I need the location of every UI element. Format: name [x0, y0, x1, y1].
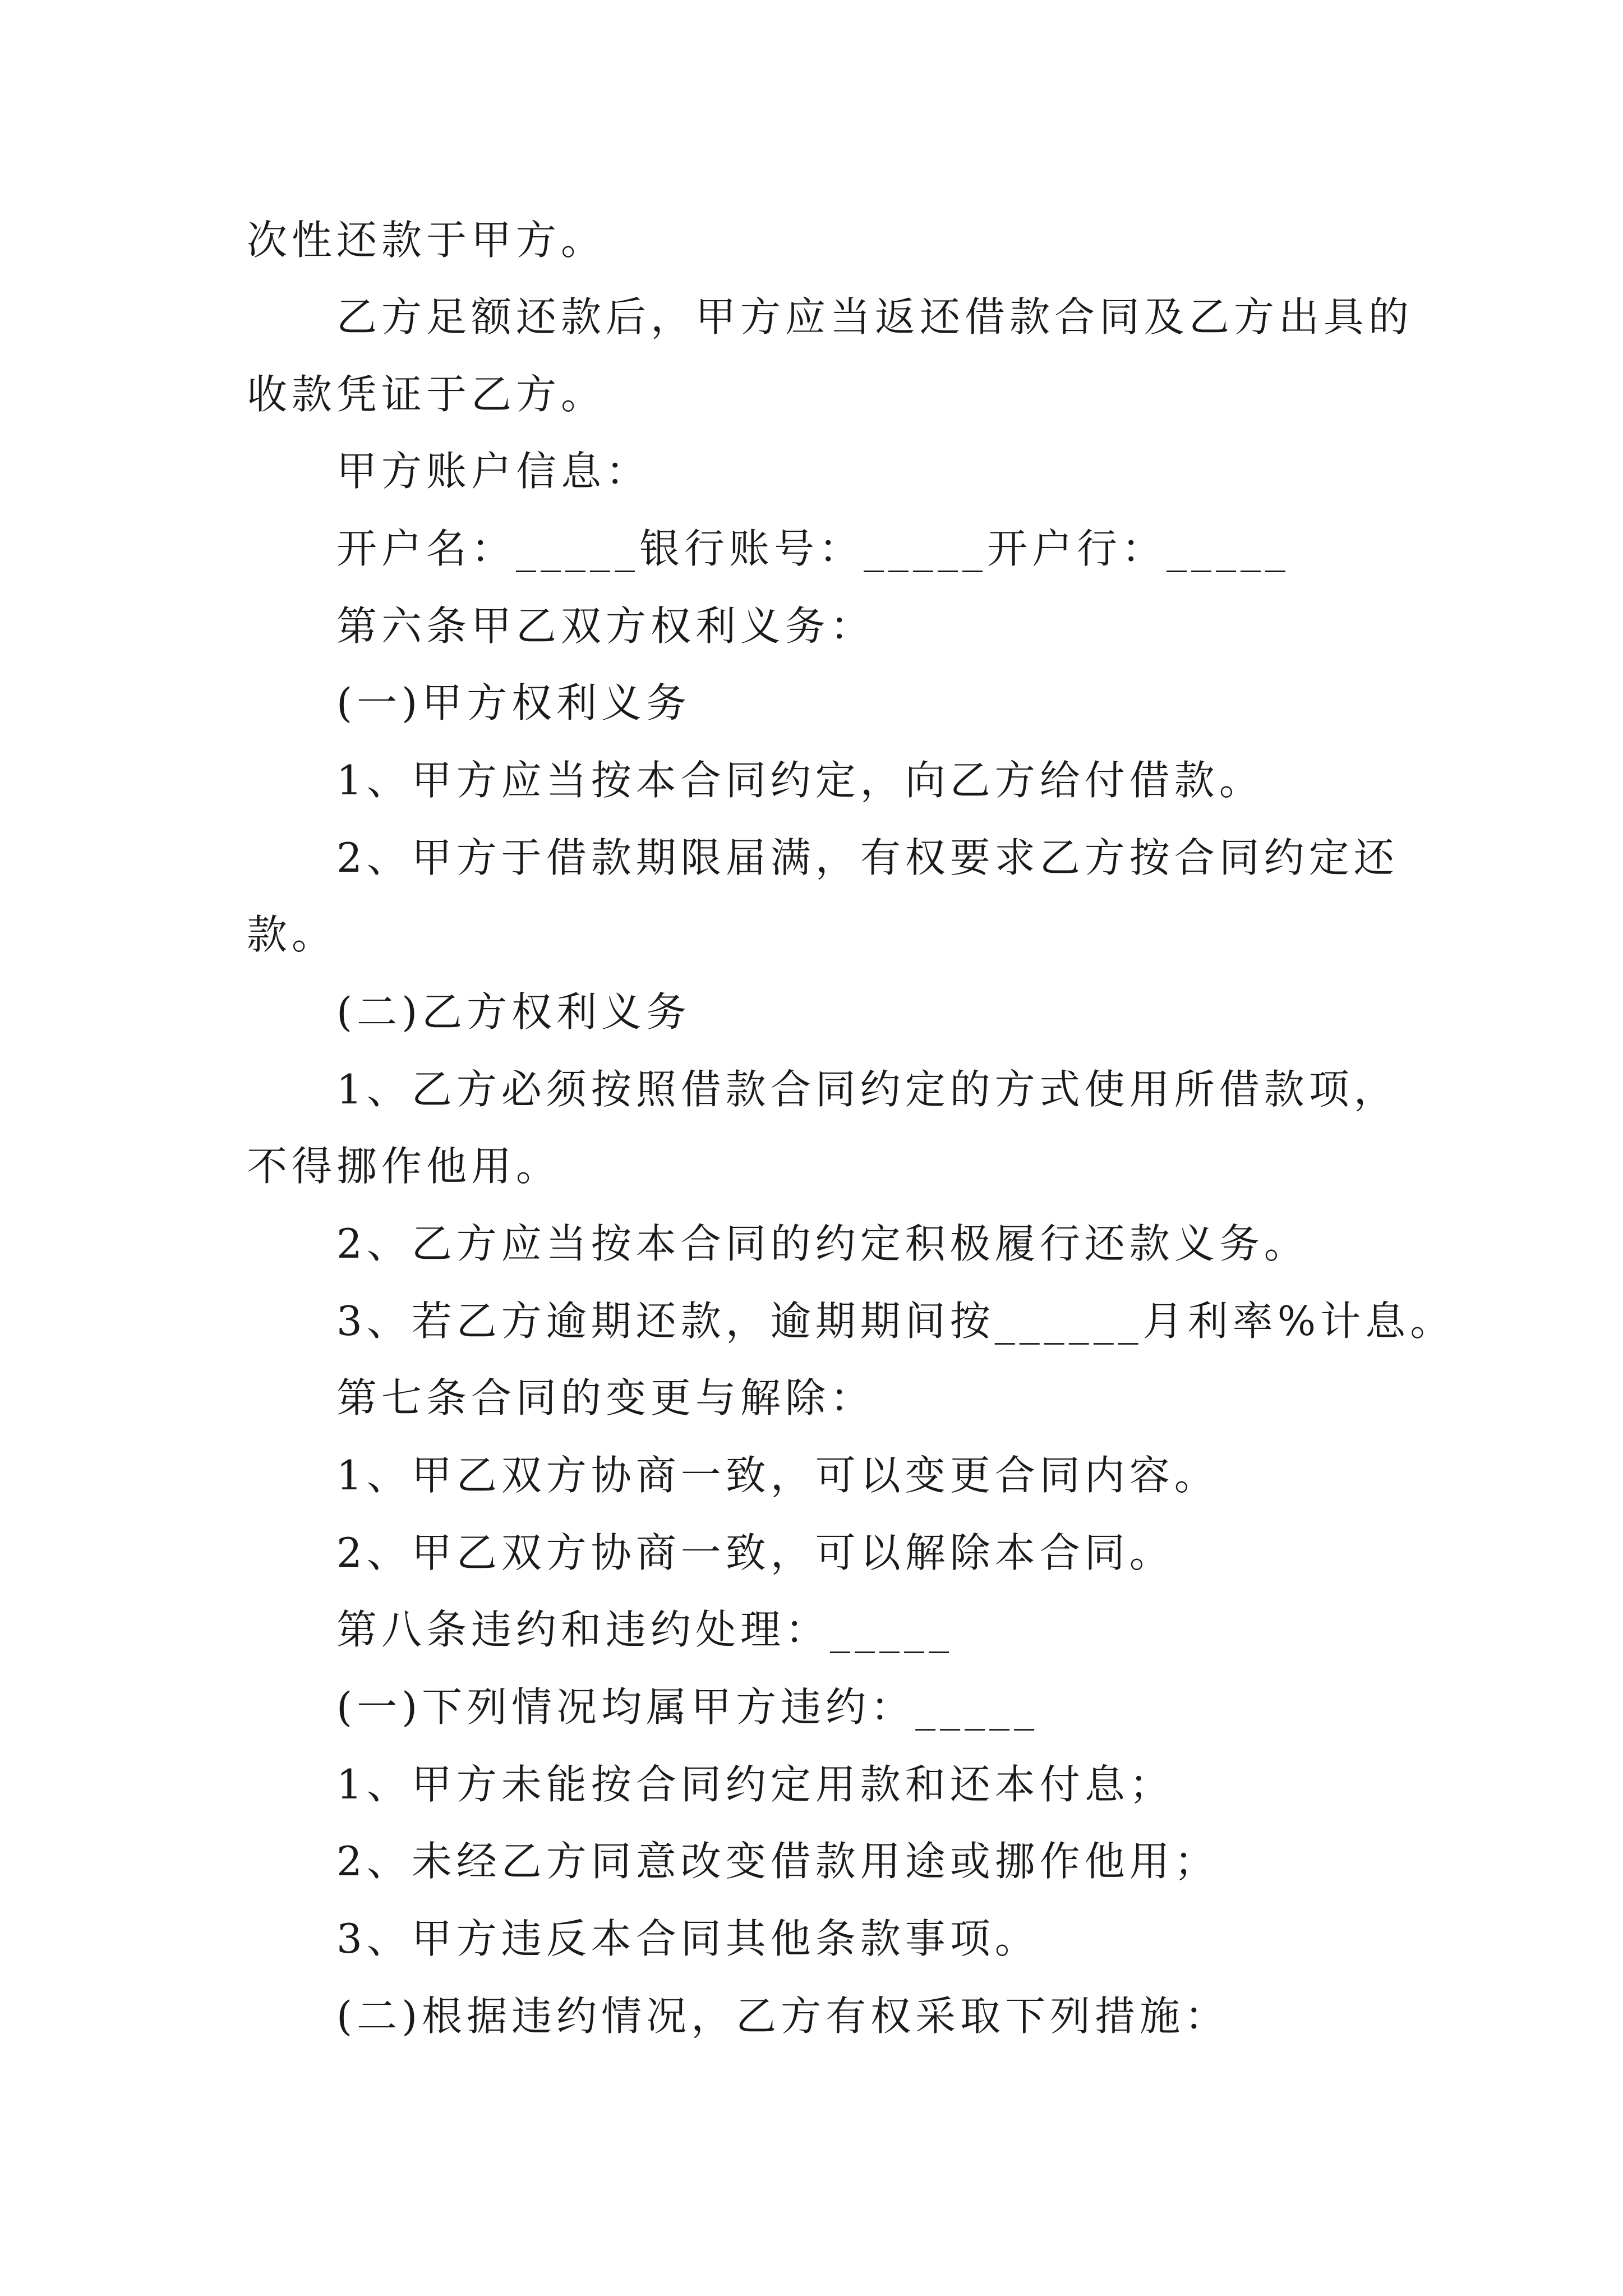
text-line-21: 1、甲方未能按合同约定用款和还本付息；: [336, 1761, 1174, 1808]
text-line-1: 次性还款于甲方。: [247, 217, 606, 264]
text-line-23: 3、甲方违反本合同其他条款事项。: [336, 1915, 1040, 1962]
text-line-17: 1、甲乙双方协商一致，可以变更合同内容。: [336, 1452, 1219, 1499]
text-line-19: 第八条违约和违约处理：_____: [336, 1606, 954, 1653]
text-line-15: 3、若乙方逾期还款，逾期期间按______月利率%计息。: [336, 1297, 1455, 1345]
text-line-18: 2、甲乙双方协商一致，可以解除本合同。: [336, 1529, 1174, 1576]
text-line-6: 第六条甲乙双方权利义务：: [336, 602, 875, 650]
text-line-22: 2、未经乙方同意改变借款用途或挪作他用；: [336, 1838, 1219, 1885]
text-line-12: 1、乙方必须按照借款合同约定的方式使用所借款项，: [336, 1066, 1399, 1113]
text-line-10: 款。: [247, 911, 337, 958]
text-line-4: 甲方账户信息：: [336, 448, 651, 495]
text-line-8: 1、甲方应当按本合同约定，向乙方给付借款。: [336, 757, 1264, 804]
text-line-13: 不得挪作他用。: [247, 1143, 561, 1190]
text-line-3: 收款凭证于乙方。: [247, 371, 606, 418]
text-line-7: (一)甲方权利义务: [336, 679, 691, 726]
text-line-5: 开户名：_____银行账号：_____开户行：_____: [336, 525, 1290, 572]
text-line-16: 第七条合同的变更与解除：: [336, 1374, 875, 1421]
text-line-20: (一)下列情况均属甲方违约：_____: [336, 1683, 1039, 1731]
text-line-11: (二)乙方权利义务: [336, 988, 691, 1036]
text-line-9: 2、甲方于借款期限届满，有权要求乙方按合同约定还: [336, 834, 1399, 881]
text-line-14: 2、乙方应当按本合同的约定积极履行还款义务。: [336, 1220, 1309, 1267]
text-line-24: (二)根据违约情况，乙方有权采取下列措施：: [336, 1993, 1230, 2040]
text-line-2: 乙方足额还款后，甲方应当返还借款合同及乙方出具的: [336, 293, 1414, 341]
